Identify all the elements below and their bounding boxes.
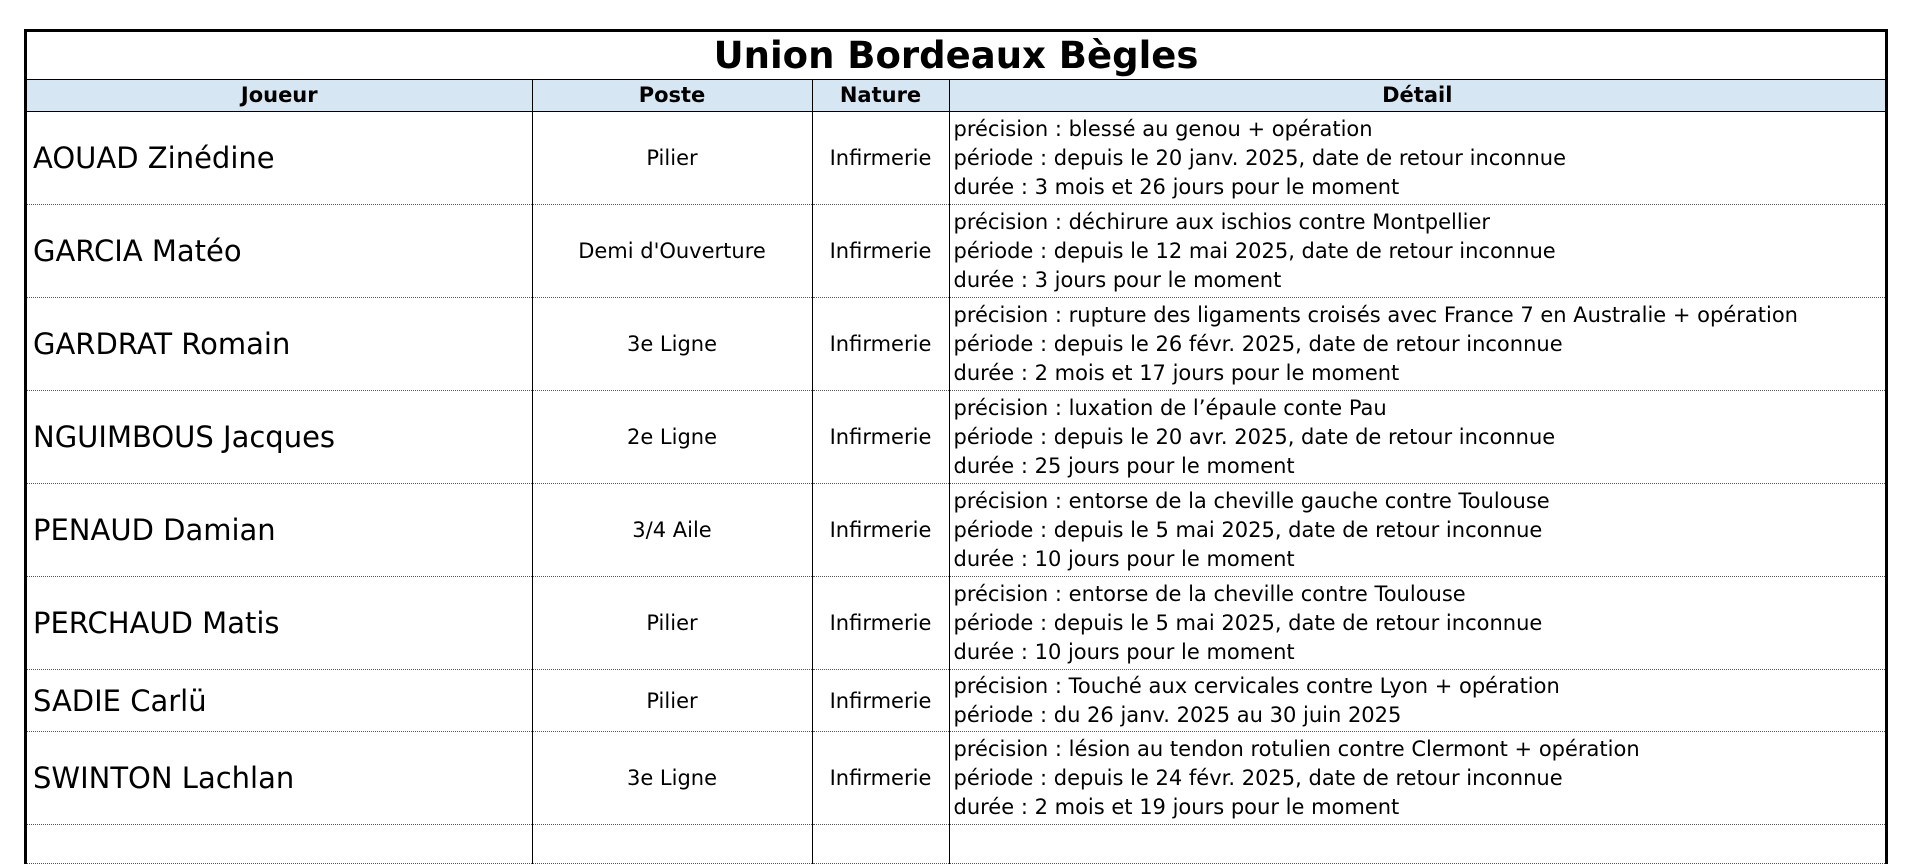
detail-periode: période : depuis le 20 janv. 2025, date de retour inconnue	[953, 145, 1566, 170]
table-title: Union Bordeaux Bègles	[27, 32, 1885, 80]
header-detail: Détail	[949, 80, 1885, 112]
injury-nature: Infirmerie	[812, 391, 949, 484]
injury-nature: Infirmerie	[812, 577, 949, 670]
detail-periode: période : du 26 janv. 2025 au 30 juin 2025	[953, 702, 1402, 727]
detail-periode: période : depuis le 5 mai 2025, date de retour inconnue	[953, 517, 1543, 542]
detail-precision: précision : rupture des ligaments croisés avec France 7 en Australie + opération	[953, 302, 1798, 327]
detail-precision: précision : entorse de la cheville gauche contre Toulouse	[953, 488, 1550, 513]
injury-detail	[949, 205, 1885, 298]
injury-table	[27, 32, 1885, 864]
injury-nature: Infirmerie	[812, 484, 949, 577]
header-poste: Poste	[532, 80, 812, 112]
player-name: NGUIMBOUS Jacques	[27, 391, 532, 484]
empty-cell	[532, 825, 812, 864]
table-row	[27, 298, 1885, 391]
detail-periode: période : depuis le 20 avr. 2025, date de retour inconnue	[953, 424, 1556, 449]
table-row	[27, 577, 1885, 670]
detail-periode: période : depuis le 24 févr. 2025, date de retour inconnue	[953, 765, 1563, 790]
empty-row	[27, 825, 1885, 864]
player-position: 3/4 Aile	[532, 484, 812, 577]
detail-precision: précision : Touché aux cervicales contre Lyon + opération	[953, 673, 1560, 698]
injury-nature: Infirmerie	[812, 112, 949, 205]
table-row	[27, 205, 1885, 298]
table-row	[27, 112, 1885, 205]
injury-detail	[949, 391, 1885, 484]
player-position: Pilier	[532, 577, 812, 670]
injury-nature: Infirmerie	[812, 670, 949, 732]
detail-duree: durée : 2 mois et 17 jours pour le moment	[953, 360, 1400, 385]
detail-duree: durée : 3 mois et 26 jours pour le moment	[953, 174, 1400, 199]
player-position: Demi d'Ouverture	[532, 205, 812, 298]
empty-cell	[27, 825, 532, 864]
injury-nature: Infirmerie	[812, 732, 949, 825]
header-joueur: Joueur	[27, 80, 532, 112]
detail-periode: période : depuis le 12 mai 2025, date de retour inconnue	[953, 238, 1556, 263]
injury-table-sheet	[24, 29, 1888, 864]
detail-precision: précision : lésion au tendon rotulien contre Clermont + opération	[953, 736, 1640, 761]
detail-duree: durée : 10 jours pour le moment	[953, 546, 1295, 571]
detail-periode: période : depuis le 5 mai 2025, date de retour inconnue	[953, 610, 1543, 635]
player-name: PERCHAUD Matis	[27, 577, 532, 670]
empty-cell	[812, 825, 949, 864]
injury-detail	[949, 112, 1885, 205]
player-name: GARDRAT Romain	[27, 298, 532, 391]
player-position: Pilier	[532, 670, 812, 732]
injury-detail	[949, 670, 1885, 732]
detail-duree: durée : 25 jours pour le moment	[953, 453, 1295, 478]
header-nature: Nature	[812, 80, 949, 112]
player-position: 2e Ligne	[532, 391, 812, 484]
player-position: 3e Ligne	[532, 298, 812, 391]
injury-detail	[949, 298, 1885, 391]
detail-duree: durée : 2 mois et 19 jours pour le moment	[953, 794, 1400, 819]
player-name: PENAUD Damian	[27, 484, 532, 577]
detail-precision: précision : luxation de l’épaule conte Pau	[953, 395, 1387, 420]
injury-nature: Infirmerie	[812, 298, 949, 391]
table-row	[27, 391, 1885, 484]
table-row	[27, 484, 1885, 577]
table-row	[27, 732, 1885, 825]
detail-duree: durée : 3 jours pour le moment	[953, 267, 1282, 292]
table-row	[27, 670, 1885, 732]
injury-nature: Infirmerie	[812, 205, 949, 298]
injury-detail	[949, 732, 1885, 825]
detail-periode: période : depuis le 26 févr. 2025, date de retour inconnue	[953, 331, 1563, 356]
player-position: Pilier	[532, 112, 812, 205]
injury-detail	[949, 577, 1885, 670]
detail-precision: précision : déchirure aux ischios contre Montpellier	[953, 209, 1491, 234]
table-body	[27, 112, 1885, 864]
detail-precision: précision : entorse de la cheville contre Toulouse	[953, 581, 1466, 606]
player-name: SADIE Carlü	[27, 670, 532, 732]
player-position: 3e Ligne	[532, 732, 812, 825]
detail-precision: précision : blessé au genou + opération	[953, 116, 1373, 141]
player-name: AOUAD Zinédine	[27, 112, 532, 205]
player-name: SWINTON Lachlan	[27, 732, 532, 825]
player-name: GARCIA Matéo	[27, 205, 532, 298]
injury-detail	[949, 484, 1885, 577]
detail-duree: durée : 10 jours pour le moment	[953, 639, 1295, 664]
empty-cell	[949, 825, 1885, 864]
